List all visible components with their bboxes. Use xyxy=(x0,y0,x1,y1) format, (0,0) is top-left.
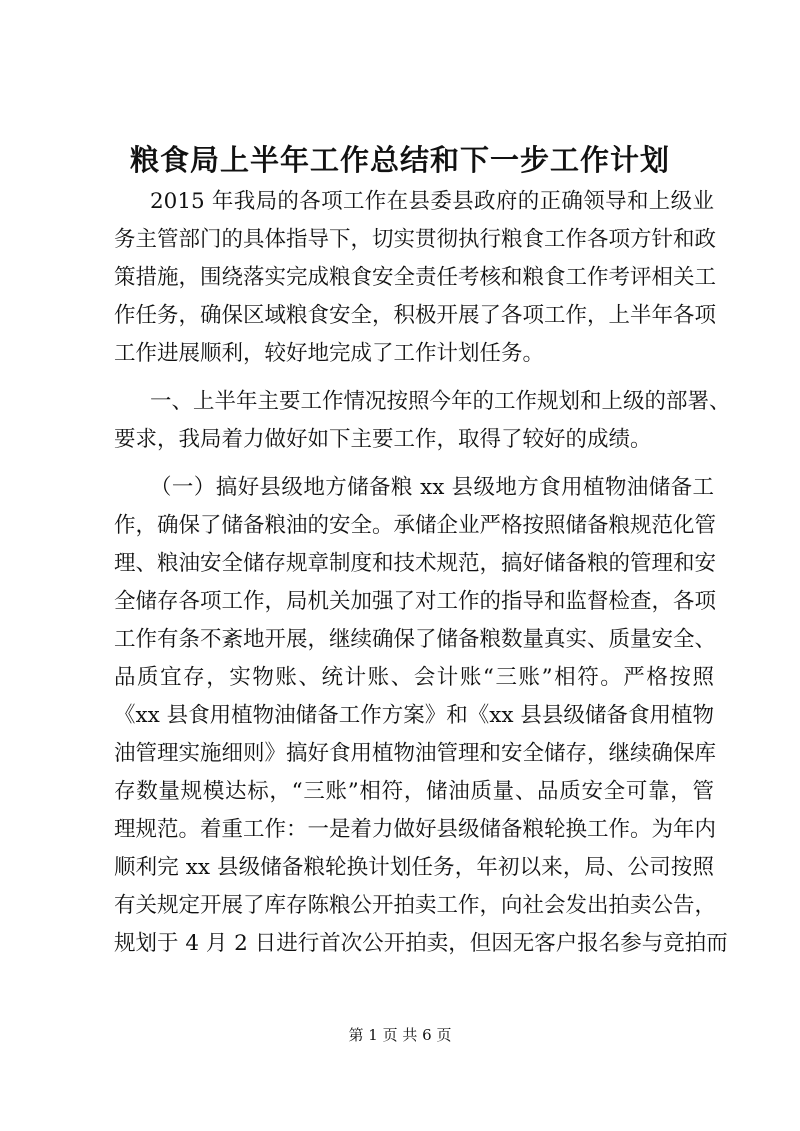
paragraph-1-line-2: 务主管部门的具体指导下，切实贯彻执行粮食工作各项方针和政 xyxy=(114,227,717,252)
page-number-footer: 第 1 页 共 6 页 xyxy=(348,1026,452,1044)
paragraph-3-line-3: 理、粮油安全储存规章制度和技术规范，搞好储备粮的管理和安 xyxy=(114,551,717,576)
paragraph-3-line-12: 有关规定开展了库存陈粮公开拍卖工作，向社会发出拍卖公告， xyxy=(114,893,717,918)
paragraph-3-line-2: 作，确保了储备粮油的安全。承储企业严格按照储备粮规范化管 xyxy=(114,513,717,538)
paragraph-3-line-9: 存数量规模达标，“三账”相符，储油质量、品质安全可靠，管 xyxy=(114,779,714,804)
paragraph-3-line-7: 《xx 县食用植物油储备工作方案》和《xx 县县级储备食用植物 xyxy=(114,703,714,728)
paragraph-3-line-8: 油管理实施细则》搞好食用植物油管理和安全储存，继续确保库 xyxy=(114,741,717,766)
paragraph-3-line-1: （一）搞好县级地方储备粮 xx 县级地方食用植物油储备工 xyxy=(150,475,714,500)
document-title: 粮食局上半年工作总结和下一步工作计划 xyxy=(129,143,670,177)
paragraph-1-line-1: 2015 年我局的各项工作在县委县政府的正确领导和上级业 xyxy=(150,189,714,214)
paragraph-3-line-6: 品质宜存，实物账、统计账、会计账“三账”相符。严格按照 xyxy=(114,665,714,690)
paragraph-1-line-4: 作任务，确保区域粮食安全，积极开展了各项工作，上半年各项 xyxy=(114,303,717,328)
paragraph-3-line-4: 全储存各项工作，局机关加强了对工作的指导和监督检查，各项 xyxy=(114,589,717,614)
paragraph-3-line-5: 工作有条不紊地开展，继续确保了储备粮数量真实、质量安全、 xyxy=(114,627,717,652)
paragraph-3-line-10: 理规范。着重工作：一是着力做好县级储备粮轮换工作。为年内 xyxy=(114,817,717,842)
paragraph-1-line-3: 策措施，围绕落实完成粮食安全责任考核和粮食工作考评相关工 xyxy=(114,265,717,290)
paragraph-3-line-13: 规划于 4 月 2 日进行首次公开拍卖，但因无客户报名参与竞拍而 xyxy=(114,931,728,956)
paragraph-3-line-11: 顺利完 xx 县级储备粮轮换计划任务，年初以来，局、公司按照 xyxy=(114,855,714,880)
paragraph-2-line-2: 要求，我局着力做好如下主要工作，取得了较好的成绩。 xyxy=(114,427,652,452)
paragraph-1-line-5: 工作进展顺利，较好地完成了工作计划任务。 xyxy=(114,341,545,366)
paragraph-2-line-1: 一、上半年主要工作情况按照今年的工作规划和上级的部署、 xyxy=(150,389,731,414)
